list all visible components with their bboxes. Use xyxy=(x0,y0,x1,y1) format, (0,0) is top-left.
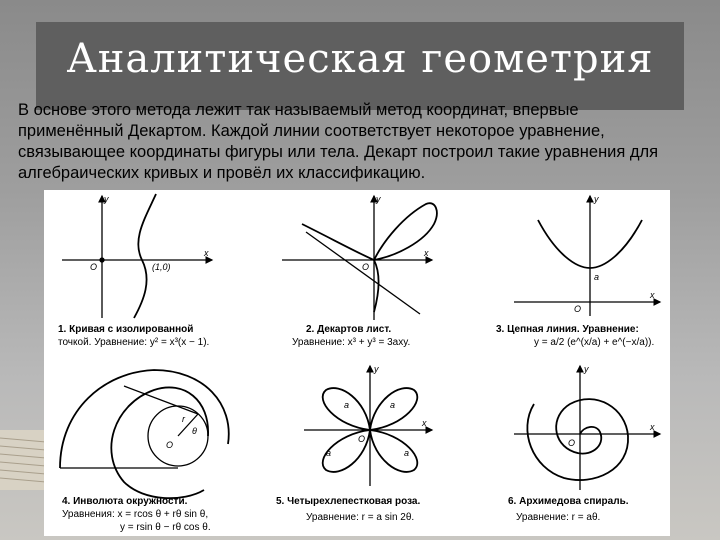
fig2-asymptote xyxy=(306,232,420,314)
fig2-label-y: y xyxy=(376,194,381,204)
fig5-label-a3: a xyxy=(326,448,332,458)
fig6-label-x: x xyxy=(650,422,655,432)
fig3-label-o: O xyxy=(574,304,582,314)
fig6-label-o: O xyxy=(568,438,576,448)
figure-5 xyxy=(304,366,432,486)
fig6-spiral xyxy=(527,399,628,480)
fig1-caption-line1: 1. Кривая с изолированной xyxy=(58,324,194,335)
fig5-label-a1: a xyxy=(344,400,350,410)
fig4-involute xyxy=(111,387,208,498)
fig1-label-point: (1,0) xyxy=(152,262,171,272)
fig6-label-y: y xyxy=(584,364,589,374)
figure-1 xyxy=(62,194,212,318)
fig6-caption-line2: Уравнение: r = aθ. xyxy=(516,512,601,523)
fig4-caption-line2: Уравнения: x = rcos θ + rθ sin θ, xyxy=(62,509,209,520)
fig2-caption-line2: Уравнение: x³ + y³ = 3axy. xyxy=(292,337,411,348)
figure-3 xyxy=(514,196,660,316)
fig2-label-o: O xyxy=(362,262,370,272)
fig5-label-y: y xyxy=(374,364,379,374)
fig1-curve xyxy=(134,194,156,318)
fig3-label-a: a xyxy=(594,272,600,282)
fig2-caption-line1: 2. Декартов лист. xyxy=(306,324,392,335)
fig5-petal-se xyxy=(370,430,417,472)
fig3-label-x: x xyxy=(650,290,655,300)
fig4-caption-line1: 4. Инволюта окружности. xyxy=(62,496,188,507)
fig5-caption-line1: 5. Четырехлепестковая роза. xyxy=(276,496,421,507)
fig2-label-x: x xyxy=(424,248,429,258)
fig5-label-o: O xyxy=(358,434,366,444)
fig4-label-theta: θ xyxy=(192,426,197,436)
fig4-caption-line3: y = rsin θ − rθ cos θ. xyxy=(120,522,211,533)
fig5-label-x: x xyxy=(422,418,427,428)
intro-paragraph: В основе этого метода лежит так называемый метод координат, впервые применённый Декартом. Каждой линии соответствует некоторое уравнение, связывающее координаты фигуры или тела. Декарт построил такие уравнения для алгебраических кривых и провёл их классификацию. xyxy=(18,101,659,182)
fig4-label-o: O xyxy=(166,440,174,450)
fig5-label-a4: a xyxy=(404,448,410,458)
figure-4 xyxy=(60,370,229,498)
figure-6 xyxy=(514,366,660,490)
fig1-label-o: O xyxy=(90,262,98,272)
fig1-label-y: y xyxy=(104,194,109,204)
fig1-label-x: x xyxy=(204,248,209,258)
fig4-label-r: r xyxy=(182,414,185,424)
fig5-caption-line2: Уравнение: r = a sin 2θ. xyxy=(306,512,415,523)
figures-svg xyxy=(44,190,670,536)
fig1-caption-line2: точкой. Уравнение: y² = x³(x − 1). xyxy=(58,337,210,348)
fig1-isolated-point xyxy=(100,258,104,262)
fig5-label-a2: a xyxy=(390,400,396,410)
title-bar xyxy=(36,22,684,110)
fig6-caption-line1: 6. Архимедова спираль. xyxy=(508,496,629,507)
figure-2 xyxy=(282,196,437,320)
fig3-caption-line1: 3. Цепная линия. Уравнение: xyxy=(496,324,639,335)
fig3-label-y: y xyxy=(594,194,599,204)
slide-title: Аналитическая геометрия xyxy=(66,36,654,82)
figures-panel xyxy=(44,190,670,536)
fig3-caption-line2: y = a/2 (e^(x/a) + e^(−x/a)). xyxy=(534,337,655,348)
